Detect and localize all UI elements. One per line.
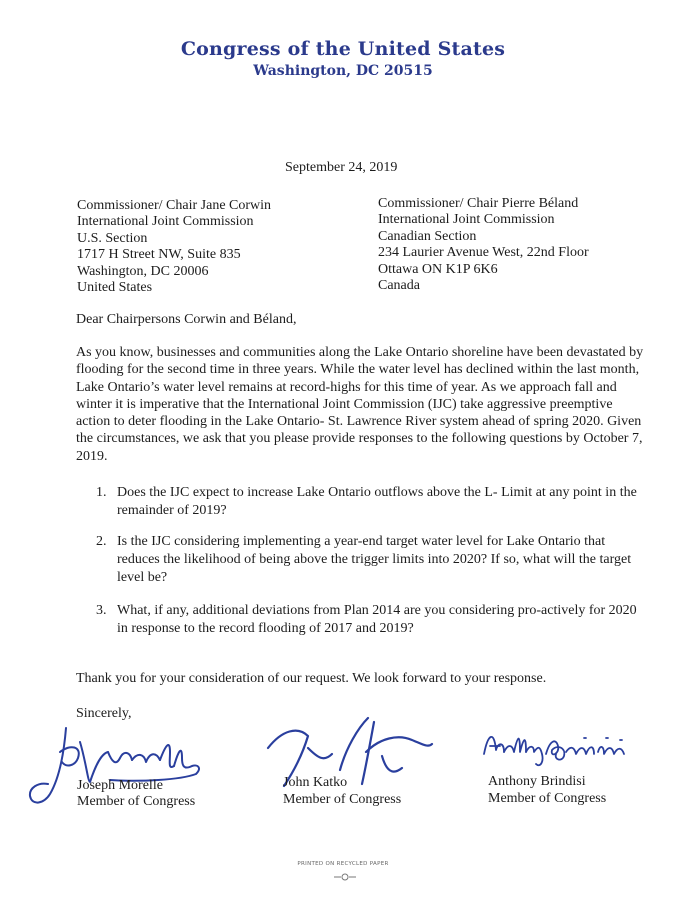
- recycled-paper-note: PRINTED ON RECYCLED PAPER: [297, 861, 389, 867]
- salutation: Dear Chairpersons Corwin and Béland,: [76, 312, 297, 327]
- recipient-address-canada: [378, 196, 589, 294]
- address-line: 1717 H Street NW, Suite 835: [77, 247, 241, 263]
- signatory-name: Joseph Morelle: [77, 778, 163, 793]
- closing-text: Thank you for your consideration of our request. We look forward to your response.: [76, 671, 547, 686]
- signatory-name: John Katko: [283, 775, 348, 790]
- letterhead-city: Washington, DC 20515: [253, 63, 433, 79]
- question-number: 1.: [96, 485, 107, 500]
- question-text: What, if any, additional deviations from Plan 2014 are you considering pro-actively for 2020 in response to the record flooding of 2017 and 2019?: [117, 603, 637, 636]
- recycle-logo-icon: [330, 872, 360, 882]
- address-line: Commissioner/ Chair Jane Corwin: [77, 198, 272, 213]
- question-number: 3.: [96, 603, 107, 618]
- address-line: 234 Laurier Avenue West, 22nd Floor: [378, 245, 589, 261]
- sign-off: Sincerely,: [76, 706, 132, 721]
- signatory-title: Member of Congress: [283, 792, 402, 807]
- signature-brindisi: [480, 724, 630, 774]
- question-text: Is the IJC considering implementing a year-end target water level for Lake Ontario that reduces the likelihood of being above the trigger limits into 2020? If so, what will the target level be?: [117, 534, 632, 585]
- address-line: Washington, DC 20006: [77, 263, 209, 279]
- letter-date: September 24, 2019: [285, 160, 398, 175]
- address-line: Ottawa ON K1P 6K6: [378, 261, 498, 277]
- signatory-name: Anthony Brindisi: [488, 774, 586, 789]
- recipient-address-us: [77, 198, 271, 296]
- address-line: Commissioner/ Chair Pierre Béland: [378, 196, 579, 211]
- signatory-title: Member of Congress: [77, 794, 196, 809]
- address-line: United States: [77, 280, 153, 296]
- address-line: Canadian Section: [378, 228, 477, 244]
- address-line: International Joint Commission: [77, 214, 254, 230]
- address-line: International Joint Commission: [378, 212, 555, 228]
- signatory-title: Member of Congress: [488, 791, 607, 806]
- address-line: Canada: [378, 278, 420, 294]
- letterhead-title: Congress of the United States: [180, 38, 506, 60]
- question-text: Does the IJC expect to increase Lake Ontario outflows above the L- Limit at any point in the remainder of 2019?: [117, 485, 637, 518]
- question-number: 2.: [96, 534, 107, 549]
- address-line: U.S. Section: [77, 230, 148, 246]
- body-paragraph: As you know, businesses and communities along the Lake Ontario shoreline have been devastated by flooding for the second time in three years. While the water level has declined within the last month, Lake Ontario’s water level remains at record-highs for this time of year. As we approach fall and winter it is imperative that the International Joint Commission (IJC) take aggressive preemptive action to deter flooding in the Lake Ontario- St. Lawrence River system ahead of spring 2020. Given the circumstances, we ask that you please provide responses to the following questions by October 7, 2019.: [76, 345, 644, 464]
